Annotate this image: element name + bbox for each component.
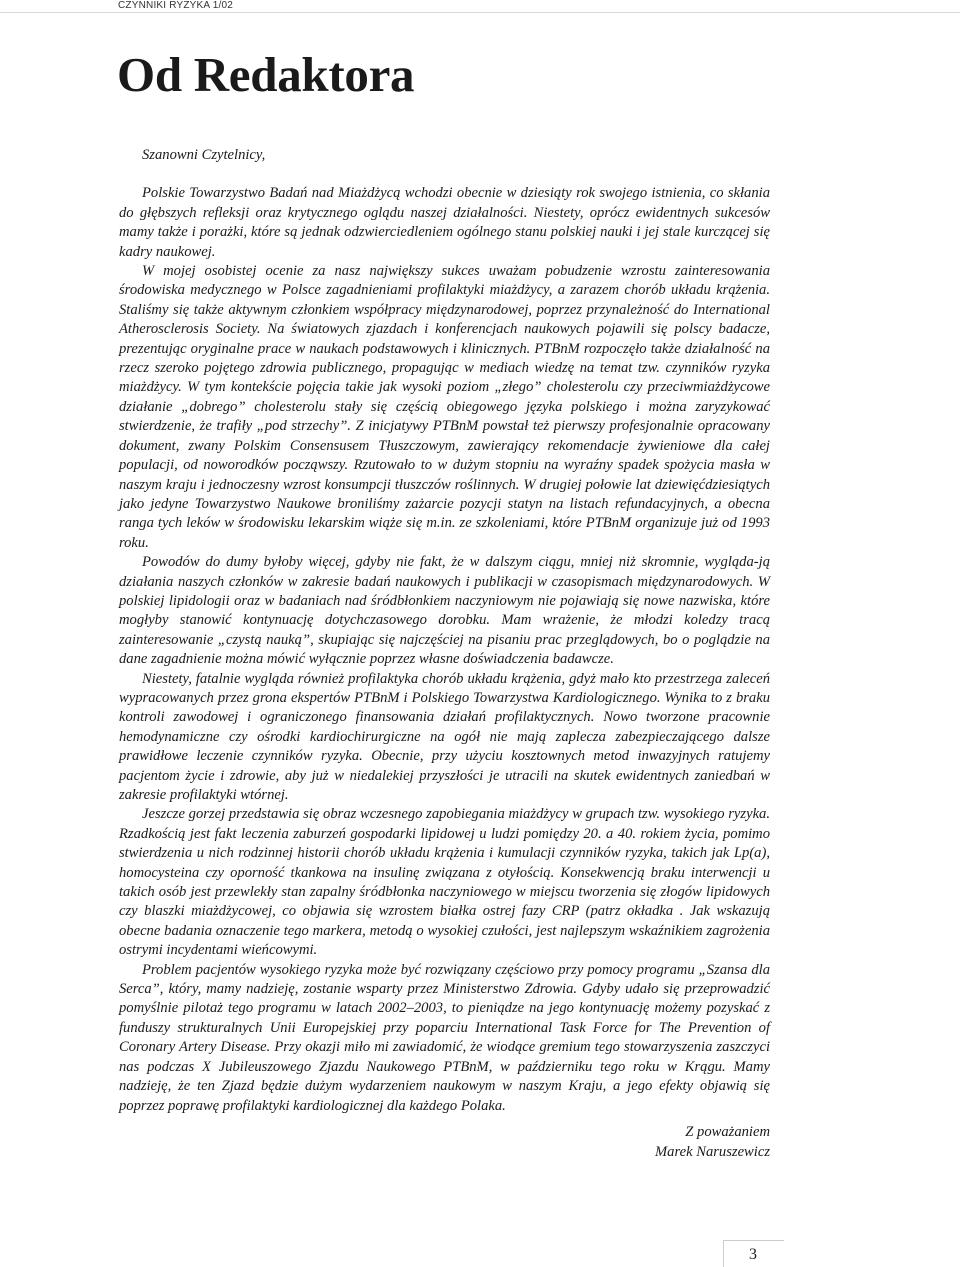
editorial-body: [119, 146, 770, 1162]
paragraph: Niestety, fatalnie wygląda również profilaktyka chorób układu krążenia, gdyż mało kto przestrzega zaleceń wypracowanych przez grona ekspertów PTBnM i Polskiego Towarzystwa Kardiologicznego. Wynika to z braku kontroli zawodowej i ograniczonego finansowania działań profilaktycznych. Nowo tworzone pracownie hemodynamiczne czy ośrodki kardiochirurgiczne na ogół nie mają zaplecza zabezpieczającego dalsze prawidłowe leczenie czynników ryzyka. Obecnie, przy użyciu kosztownych metod inwazyjnych ratujemy pacjentom życie i zdrowie, aby już w niedalekiej przyszłości je utracili na skutek ewidentnych zaniedbań w zakresie profilaktyki wtórnej.: [119, 670, 770, 803]
page-title: Od Redaktora: [117, 47, 415, 102]
paragraph: Powodów do dumy byłoby więcej, gdyby nie fakt, że w dalszym ciągu, mniej niż skromnie, wygląda-ją działania naszych członków w zakresie badań naukowych i publikacji w czasopismach międzynarodowych. W polskiej lipidologii oraz w badaniach nad śródbłonkiem naczyniowym nie pojawiają się nowe nazwiska, które mogłyby stanowić kontynuację dotychczasowego dorobku. Mam wrażenie, że młodzi koledzy tracą zainteresowanie „czystą nauką”, skupiając się najczęściej na pisaniu prac przeglądowych, bo o poglądzie na dane zagadnienie można mówić wyłącznie poprzez własne doświadczenia badawcze.: [119, 554, 770, 668]
paragraph: W mojej osobistej ocenie za nasz największy sukces uważam pobudzenie wzrostu zainteresowania środowiska medycznego w Polsce zagadnieniami profilaktyki miażdżycy, a zarazem chorób układu krążenia. Staliśmy się także aktywnym członkiem współpracy międzynarodowej, poprzez przynależność do International Atherosclerosis Society. Na światowych zjazdach i konferencjach naukowych pojawili się polscy badacze, prezentując oryginalne prace w naukach podstawowych i klinicznych. PTBnM rozpoczęło także działalność na rzecz szeroko pojętego zdrowia publicznego, propagując w mediach wiedzę na temat tzw. czynników ryzyka miażdżycy. W tym kontekście pojęcia takie jak wysoki poziom „złego” cholesterolu czy przeciwmiażdżycowe działanie „dobrego” cholesterolu stały się częścią obiegowego języka polskiego i można zaryzykować stwierdzenie, że trafiły „pod strzechy”. Z inicjatywy PTBnM powstał też pierwszy profesjonalnie opracowany dokument, zwany Polskim Consensusem Tłuszczowym, zawierający rekomendacje żywieniowe dla całej populacji, od noworodków począwszy. Rzutowało to w dużym stopniu na wyraźny spadek spożycia masła w naszym kraju i jednoczesny wzrost konsumpcji tłuszczów roślinnych. W drugiej połowie lat dziewięćdziesiątych jako jedyne Towarzystwo Naukowe broniliśmy zażarcie pozycji statyn na listach refundacyjnych, a obecna ranga tych leków w środowisku lekarskim wiąże się m.in. ze szkoleniami, które PTBnM organizuje już od 1993 roku.: [119, 263, 770, 551]
salutation: Szanowni Czytelnicy,: [142, 147, 266, 163]
page-number: 3: [749, 1246, 757, 1263]
closing-phrase: Z poważaniem: [685, 1123, 770, 1140]
signature-block: [119, 1122, 770, 1162]
author-name: Marek Naruszewicz: [655, 1143, 770, 1160]
running-header: [0, 0, 960, 14]
header-rule: [0, 12, 960, 13]
paragraph: Jeszcze gorzej przedstawia się obraz wczesnego zapobiegania miażdżycy w grupach tzw. wysokiego ryzyka. Rzadkością jest fakt leczenia zaburzeń gospodarki lipidowej u ludzi pomiędzy 20. a 40. rokiem życia, pomimo stwierdzenia u nich rodzinnej historii chorób układu krążenia i kumulacji czynników ryzyka, takich jak Lp(a), homocysteina czy oporność tkankowa na insulinę związana z otyłością. Konsekwencją braku interwencji u takich osób jest przewlekły stan zapalny śródbłonka naczyniowego w miejscu tworzenia się złogów lipidowych czy blaszki miażdżycowej, co objawia się wzrostem białka ostrej fazy CRP (patrz okładka . Jak wskazują obecne badania oznaczenie tego markera, metodą o wysokiej czułości, jest najlepszym wskaźnikiem zagrożenia ostrymi incydentami wieńcowymi.: [119, 806, 770, 959]
paragraph: Polskie Towarzystwo Badań nad Miażdżycą wchodzi obecnie w dziesiąty rok swojego istnienia, co skłania do głębszych refleksji oraz krytycznego oglądu naszej działalności. Niestety, oprócz ewidentnych sukcesów mamy także i porażki, które są jednak odzwierciedleniem ogólnego stanu polskiej nauki i jej stale kurczącej się kadry naukowej.: [119, 185, 770, 260]
journal-issue-label: CZYNNIKI RYZYKA 1/02: [118, 0, 233, 11]
paragraph: Problem pacjentów wysokiego ryzyka może być rozwiązany częściowo przy pomocy programu „Szansa dla Serca”, który, mamy nadzieję, zostanie wsparty przez Ministerstwo Zdrowia. Gdyby udało się przeprowadzić pomyślnie pilotaż tego programu w latach 2002–2003, to pieniądze na jego kontynuację możemy pozyskać z funduszy strukturalnych Unii Europejskiej przy poparciu International Task Force for The Prevention of Coronary Artery Disease. Przy okazji miło mi zawiadomić, że wiodące gremium tego stowarzyszenia zaszczyci nas podczas X Jubileuszowego Zjazdu Naukowego PTBnM, w październiku tego roku w Krągu. Mamy nadzieję, że ten Zjazd będzie dużym wydarzeniem naukowym w naszym Kraju, a jego efekty objawią się poprzez poprawę profilaktyki kardiologicznej dla każdego Polaka.: [119, 961, 770, 1114]
